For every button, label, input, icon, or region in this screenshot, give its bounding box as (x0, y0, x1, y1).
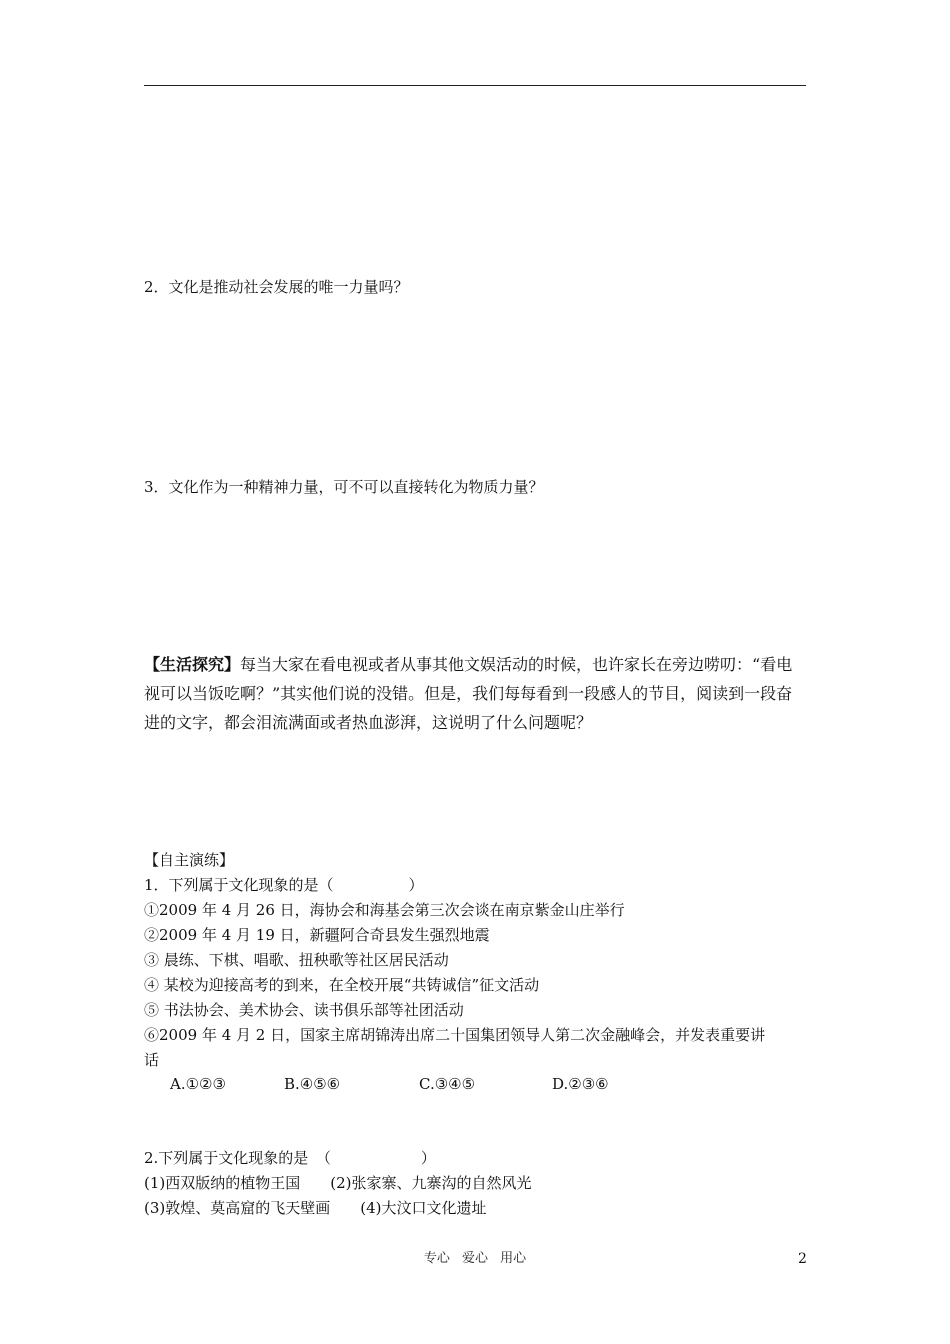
life-explore-label: 【生活探究】 (144, 655, 241, 674)
practice-q1-item-6: ⑥2009 年 4 月 2 日，国家主席胡锦涛出席二十国集团领导人第二次金融峰会，并发表重要讲 (144, 1026, 766, 1044)
practice-q1-options (170, 1074, 609, 1094)
life-explore-text: 每当大家在看电视或者从事其他文娱活动的时候，也许家长在旁边唠叨：“看电视可以当饭吃啊？”其实他们说的没错。但是，我们每每看到一段感人的节目，阅读到一段奋进的文字，都会泪流满面或者热血澎湃，这说明了什么问题呢？ (144, 655, 793, 732)
practice-q1-stem: 1．下列属于文化现象的是（ ） (144, 876, 424, 894)
practice-q1-item-6-cont: 话 (144, 1051, 160, 1069)
practice-q1-item-3: ③ 晨练、下棋、唱歌、扭秧歌等社区居民活动 (144, 951, 449, 969)
question-2: 2．文化是推动社会发展的唯一力量吗？ (144, 278, 409, 296)
practice-q2-item-1: (1)西双版纳的植物王国 (2)张家寨、九寨沟的自然风光 (144, 1174, 532, 1192)
practice-q1-item-5: ⑤ 书法协会、美术协会、读书俱乐部等社团活动 (144, 1001, 464, 1019)
option-a: A.①②③ (170, 1075, 226, 1093)
practice-heading: 【自主演练】 (144, 851, 235, 869)
footer-motto: 专心 爱心 用心 (423, 1251, 527, 1266)
question-3: 3．文化作为一种精神力量，可不可以直接转化为物质力量？ (144, 478, 544, 496)
practice-q1-item-4: ④ 某校为迎接高考的到来，在全校开展“共铸诚信”征文活动 (144, 976, 540, 994)
page-number: 2 (798, 1251, 807, 1267)
practice-q1-item-2: ②2009 年 4 月 19 日，新疆阿合奇县发生强烈地震 (144, 926, 490, 944)
option-d: D.②③⑥ (552, 1075, 609, 1093)
practice-q2-stem: 2.下列属于文化现象的是 （ ） (144, 1149, 436, 1167)
life-explore-paragraph (144, 650, 806, 737)
practice-q1-item-1: ①2009 年 4 月 26 日，海协会和海基会第三次会谈在南京紫金山庄举行 (144, 901, 625, 919)
option-b: B.④⑤⑥ (284, 1075, 341, 1093)
practice-q2-item-2: (3)敦煌、莫高窟的飞天壁画 (4)大汶口文化遗址 (144, 1199, 487, 1217)
option-c: C.③④⑤ (419, 1075, 476, 1093)
header-rule (144, 85, 806, 86)
